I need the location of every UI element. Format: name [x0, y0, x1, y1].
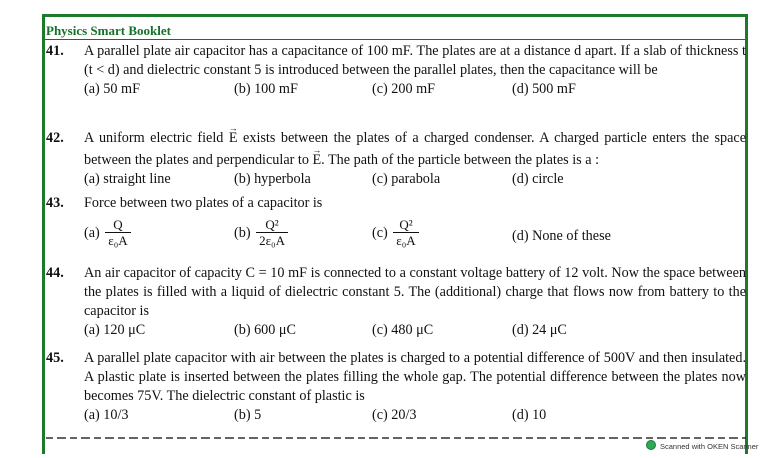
question-stem: A parallel plate capacitor with air between the plates is charged to a potential difference of 500V and then insulated. A plastic plate is inserted between the plates filling the whole gap. The potential difference between the plates now becomes 75V. The dielectric constant of plastic is: [84, 350, 746, 404]
option-a[interactable]: (a) straight line: [84, 171, 171, 187]
options-row: [84, 321, 746, 340]
option-c[interactable]: [372, 217, 421, 249]
fraction: [393, 217, 418, 249]
question-number: 45.: [46, 350, 64, 366]
option-d[interactable]: (d) None of these: [512, 228, 611, 244]
option-label: (c): [372, 224, 388, 241]
question-stem: [84, 127, 746, 171]
question-42: [46, 127, 746, 187]
option-b[interactable]: (b) hyperbola: [234, 171, 311, 187]
options-row: [84, 406, 746, 425]
question-stem: An air capacitor of capacity C = 10 mF is connected to a constant voltage battery of 12 volt. Now the space between the plates is filled with a liquid of dielectric constant 5. The (additional) charge that flows now from battery to the capacitor is: [84, 265, 746, 319]
numerator: Q²: [393, 217, 418, 233]
scanner-label: Scanned with OKEN Scanner: [660, 442, 759, 451]
option-d[interactable]: (d) circle: [512, 171, 564, 187]
option-a[interactable]: [84, 217, 133, 249]
denominator: 2ε₀A: [259, 233, 285, 248]
question-stem: A parallel plate air capacitor has a capacitance of 100 mF. The plates are at a distance d apart. If a slab of thickness t (t < d) and dielectric constant 5 is introduced between the parallel plates, then the capacitance will be: [84, 43, 746, 78]
options-row: [84, 213, 746, 253]
stem-text-2: exists between the plates of a charged condenser. A charged particle enters the space between the plates and perpendicular to: [84, 130, 747, 168]
option-b[interactable]: [234, 217, 290, 249]
option-c[interactable]: (c) parabola: [372, 171, 441, 187]
option-c[interactable]: (c) 480 μC: [372, 322, 434, 338]
option-b[interactable]: (b) 100 mF: [234, 81, 298, 97]
question-number: 41.: [46, 43, 64, 59]
cut-off-next-line: [46, 433, 746, 441]
option-c[interactable]: (c) 20/3: [372, 407, 417, 423]
scanner-watermark: [646, 440, 758, 451]
option-d[interactable]: (d) 500 mF: [512, 81, 576, 97]
denominator: ε₀A: [396, 233, 416, 248]
numerator: Q: [105, 217, 130, 233]
option-a[interactable]: (a) 50 mF: [84, 81, 140, 97]
question-43: [46, 194, 746, 253]
options-row: [84, 80, 746, 99]
booklet-header: Physics Smart Booklet: [46, 23, 171, 38]
question-45: [46, 349, 746, 425]
question-number: 44.: [46, 265, 64, 281]
option-a[interactable]: (a) 120 μC: [84, 322, 146, 338]
option-label: (b): [234, 224, 251, 241]
option-d[interactable]: (d) 24 μC: [512, 322, 567, 338]
option-b[interactable]: (b) 600 μC: [234, 322, 296, 338]
fraction: [256, 217, 288, 249]
option-b[interactable]: (b) 5: [234, 407, 262, 423]
stem-text-1: A uniform electric field: [84, 130, 224, 146]
fraction: [105, 217, 130, 249]
option-a[interactable]: (a) 10/3: [84, 407, 129, 423]
field-vector-symbol: → E: [229, 127, 238, 149]
question-stem: Force between two plates of a capacitor is: [84, 195, 323, 211]
stem-text-3: . The path of the particle between the plates is a :: [321, 152, 600, 168]
header-divider: [45, 39, 745, 40]
numerator: Q²: [256, 217, 288, 233]
options-row: [84, 168, 746, 187]
option-d[interactable]: (d) 10: [512, 407, 547, 423]
question-number: 42.: [46, 130, 64, 146]
question-number: 43.: [46, 195, 64, 211]
question-44: [46, 264, 746, 340]
option-c[interactable]: (c) 200 mF: [372, 81, 436, 97]
question-41: [46, 42, 746, 99]
option-label: (a): [84, 224, 100, 241]
field-vector-symbol: → E: [312, 149, 321, 171]
denominator: ε₀A: [108, 233, 128, 248]
scanner-logo-icon: [646, 440, 656, 450]
